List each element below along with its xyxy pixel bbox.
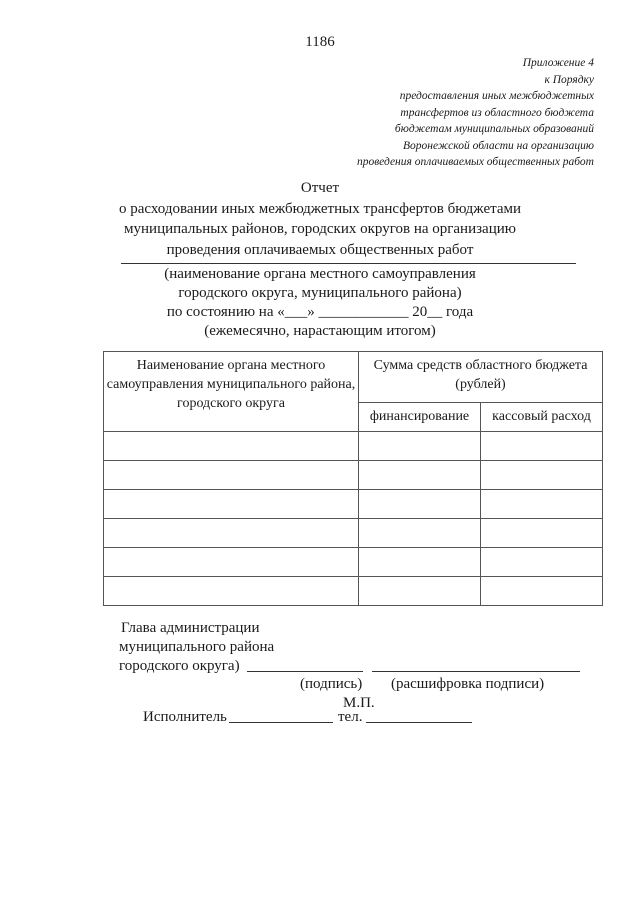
report-subtitle xyxy=(0,265,640,341)
table-cell[interactable] xyxy=(104,490,359,519)
table-cell[interactable] xyxy=(481,490,603,519)
signature-caption: (подпись) xyxy=(300,676,363,692)
title-heading: Отчет xyxy=(300,180,340,196)
date-line xyxy=(0,303,640,322)
table-row xyxy=(104,432,603,461)
decoding-field-line[interactable] xyxy=(372,671,580,672)
table-cell[interactable] xyxy=(104,548,359,577)
table-row xyxy=(104,490,603,519)
table-row xyxy=(104,548,603,577)
date-month-blank[interactable]: ____________ xyxy=(318,304,409,320)
signature-field-line[interactable] xyxy=(247,671,363,672)
table-cell[interactable] xyxy=(359,432,481,461)
header-cash-expense: кассовый расход xyxy=(481,403,603,432)
title-line: проведения оплачиваемых общественных работ xyxy=(166,241,474,258)
appendix-line: трансфертов из областного бюджета xyxy=(400,106,594,119)
table-cell[interactable] xyxy=(359,461,481,490)
appendix-line: бюджетам муниципальных образований xyxy=(394,123,594,135)
table-cell[interactable] xyxy=(481,519,603,548)
title-line: муниципальных районов, городских округов на организацию xyxy=(124,221,516,237)
report-table xyxy=(103,351,603,606)
date-prefix: по состоянию на « xyxy=(166,304,285,320)
appendix-line: Приложение 4 xyxy=(522,57,594,69)
organ-name-field-line[interactable] xyxy=(121,263,576,264)
head-title-line3: городского округа) xyxy=(119,658,240,674)
phone-field-line[interactable] xyxy=(366,722,472,723)
table-cell[interactable] xyxy=(359,577,481,606)
head-title-line2: муниципального района xyxy=(119,639,275,655)
appendix-block xyxy=(357,55,594,171)
table-cell[interactable] xyxy=(481,432,603,461)
date-suffix: года xyxy=(442,304,474,320)
executor-field-line[interactable] xyxy=(229,722,333,723)
report-title xyxy=(0,178,640,260)
table-cell[interactable] xyxy=(481,461,603,490)
table-cell[interactable] xyxy=(359,548,481,577)
table-cell[interactable] xyxy=(104,432,359,461)
table-cell[interactable] xyxy=(481,577,603,606)
header-financing: финансирование xyxy=(359,403,481,432)
date-year-blank[interactable]: __ xyxy=(427,304,443,320)
date-year: 20 xyxy=(408,304,428,320)
table-row xyxy=(104,461,603,490)
appendix-line: к Порядку xyxy=(544,73,594,86)
table-cell[interactable] xyxy=(359,490,481,519)
table-cell[interactable] xyxy=(104,577,359,606)
organ-caption: (наименование органа местного самоуправления xyxy=(164,266,476,282)
phone-label: тел. xyxy=(338,709,363,725)
title-line: о расходовании иных межбюджетных трансфертов бюджетами xyxy=(118,200,522,217)
date-day-blank[interactable]: ___ xyxy=(284,304,308,320)
table-cell[interactable] xyxy=(359,519,481,548)
appendix-line: предоставления иных межбюджетных xyxy=(399,90,594,102)
appendix-line: Воронежской области на организацию xyxy=(402,139,594,152)
decoding-caption: (расшифровка подписи) xyxy=(391,676,545,692)
table-row xyxy=(104,577,603,606)
organ-caption: городского округа, муниципального района) xyxy=(178,285,462,301)
appendix-line: проведения оплачиваемых общественных работ xyxy=(356,156,594,168)
header-budget-sum: Сумма средств областного бюджета (рублей) xyxy=(359,352,603,403)
table-cell[interactable] xyxy=(481,548,603,577)
head-title-line1: Глава администрации xyxy=(121,620,260,636)
periodicity-note: (ежемесячно, нарастающим итогом) xyxy=(204,323,436,339)
table-cell[interactable] xyxy=(104,461,359,490)
page-number: 1186 xyxy=(305,34,335,50)
date-mid: » xyxy=(307,304,319,320)
executor-label: Исполнитель xyxy=(143,709,227,725)
stamp-label: М.П. xyxy=(343,695,375,711)
table-row xyxy=(104,519,603,548)
header-organ-name: Наименование органа местного самоуправления муниципального района, городского округа xyxy=(104,352,359,432)
table-cell[interactable] xyxy=(104,519,359,548)
